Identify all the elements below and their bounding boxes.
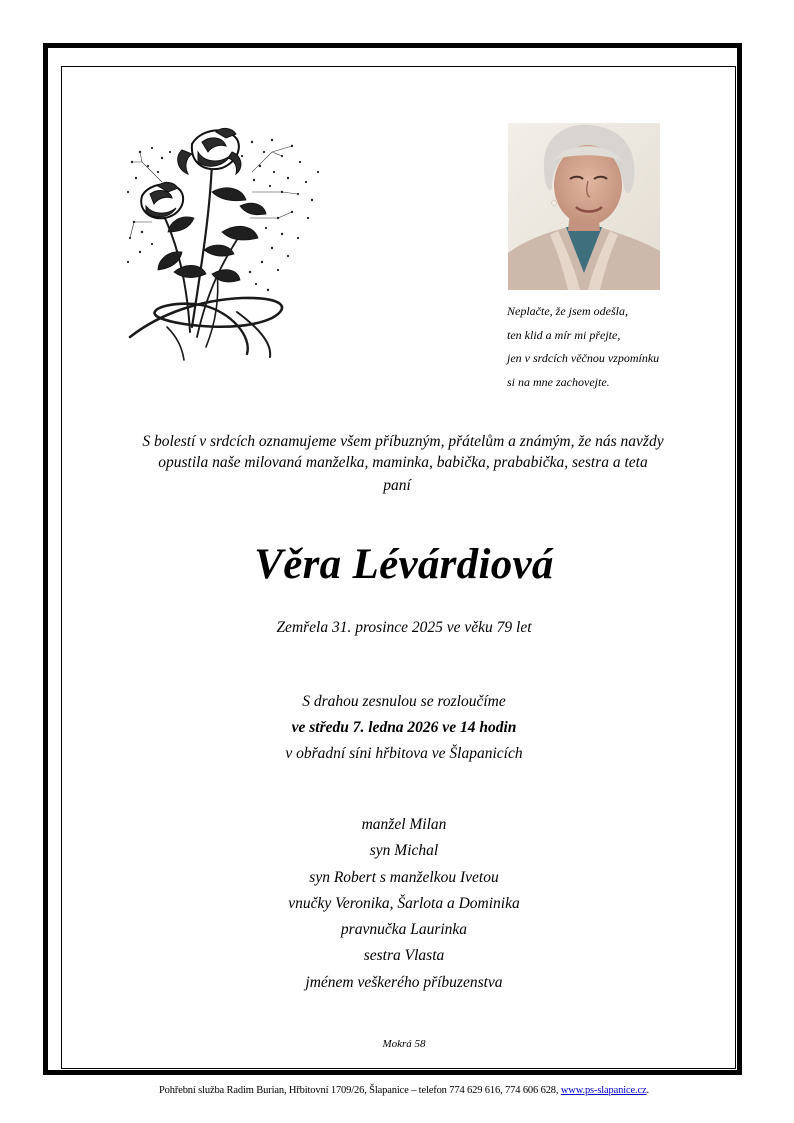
announcement-text bbox=[100, 431, 706, 473]
farewell-place: v obřadní síni hřbitova ve Šlapanicích bbox=[285, 745, 523, 762]
family-member: vnučky Veronika, Šarlota a Dominika bbox=[288, 894, 520, 912]
poem-line: jen v srdcích věčnou vzpomínku bbox=[507, 351, 660, 365]
family-member: syn Robert s manželkou Ivetou bbox=[309, 868, 499, 886]
family-member: jménem veškerého příbuzenstva bbox=[305, 973, 503, 991]
portrait-photo bbox=[508, 123, 660, 290]
deceased-name: Věra Lévárdiová bbox=[254, 541, 554, 588]
family-member: manžel Milan bbox=[361, 816, 447, 833]
family-member: pravnučka Laurinka bbox=[340, 921, 468, 939]
poem-line: ten klid a mír mi přejte, bbox=[507, 327, 621, 342]
website-link[interactable]: www.ps-slapanice.cz bbox=[560, 1085, 647, 1096]
death-date-line: Zemřela 31. prosince 2025 ve věku 79 let bbox=[276, 619, 532, 636]
footer-text: Pohřební služba Radim Burian, Hřbitovní 1709/26, Šlapanice – telefon 774 629 616, 774 606 628, bbox=[158, 1085, 561, 1096]
footer-end: . bbox=[646, 1085, 650, 1096]
poem bbox=[507, 300, 707, 394]
farewell-date: ve středu 7. ledna 2026 ve 14 hodin bbox=[291, 719, 517, 736]
family-member: sestra Vlasta bbox=[363, 947, 445, 965]
announcement-line: S bolestí v srdcích oznamujeme všem příbuzným, přátelům a známým, že nás navždy bbox=[142, 433, 664, 450]
announcement-line: opustila naše milovaná manželka, maminka, babička, prababička, sestra a teta bbox=[158, 454, 648, 471]
family-member: syn Michal bbox=[369, 842, 439, 860]
farewell-block bbox=[0, 689, 794, 767]
poem-line: Neplačte, že jsem odešla, bbox=[507, 304, 628, 318]
footer bbox=[0, 1085, 794, 1096]
rose-bouquet-icon bbox=[122, 122, 322, 367]
family-list bbox=[0, 812, 794, 996]
honorific: paní bbox=[383, 477, 411, 494]
poem-line: si na mne zachovejte. bbox=[507, 374, 610, 389]
farewell-intro: S drahou zesnulou se rozloučíme bbox=[302, 693, 506, 710]
address: Mokrá 58 bbox=[382, 1038, 426, 1050]
